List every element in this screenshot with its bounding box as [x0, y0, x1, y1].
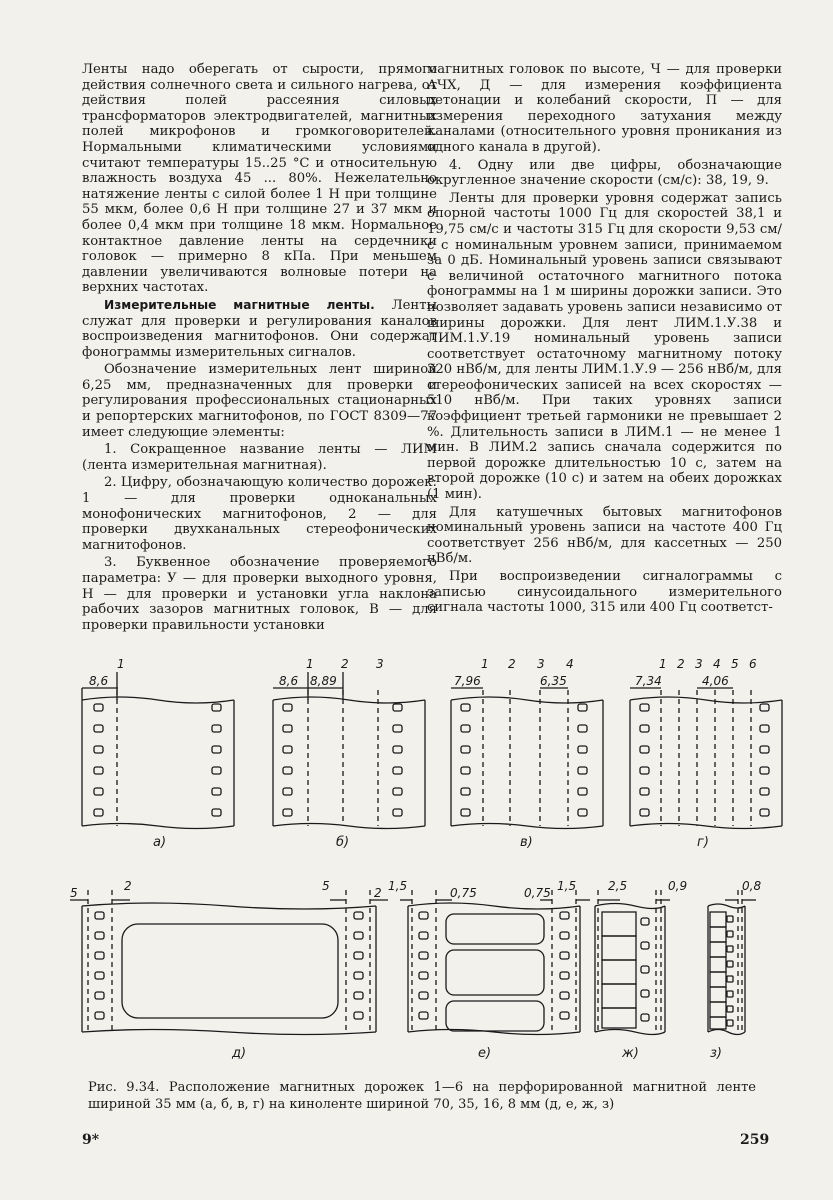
dimension-label: 5	[70, 886, 78, 900]
paragraph: Ленты для проверки уровня содержат запись опорной частоты 1000 Гц для скоростей 38,1 и 19,75 см/с и частоты 315 Гц для скорости 9,53 см/с с номинальным уровнем записи, принимаемом за 0 дБ. Номинальный уровень записи связывают с величиной остаточного магнитного потока фонограммы на 1 м ширины дорожки записи. Это позволяет задавать уровень записи независимо от ширины дорожки. Для лент ЛИМ.1.У.38 и ЛИМ.1.У.19 номинальный уровень записи соответствует остаточному магнитному потоку 320 нВб/м, для ленты ЛИМ.1.У.9 — 256 нВб/м, для стереофонических записей на всех скоростях — 510 нВб/м. При таких уровнях записи коэффициент третьей гармоники не превышает 2 %. Длительность записи в ЛИМ.1 — не менее 1 мин. В ЛИМ.2 запись сначала содержится по первой дорожке длительностью 10 с, затем на второй дорожке (10 с) и затем на обеих дорожках (1 мин).	[427, 190, 782, 503]
dimension-label: 0,8	[742, 879, 762, 893]
paragraph: Измерительные магнитные ленты. Ленты служат для проверки и регулирования каналов воспроизведения магнитофонов. Они содержат фонограммы измерительных сигналов.	[82, 297, 437, 360]
panel-letter: з)	[710, 1046, 722, 1061]
perforations	[727, 916, 733, 1026]
dimension-label: 0,9	[668, 879, 688, 893]
track-number: 1	[117, 657, 125, 671]
perforations	[95, 912, 363, 1019]
track-number: 3	[376, 657, 384, 671]
dimension-label: 5	[322, 879, 330, 893]
dimension-label: 2	[374, 886, 382, 900]
perforations	[461, 704, 587, 816]
panel-letter: в)	[520, 835, 533, 850]
dimension-label: 2,5	[608, 879, 628, 893]
panel-letter: д)	[232, 1046, 247, 1061]
left-text-column	[82, 62, 437, 633]
perforations	[419, 912, 569, 1019]
perforations	[640, 704, 769, 816]
paragraph: магнитных головок по высоте, Ч — для проверки АЧХ, Д — для измерения коэффициента детонации и колебаний скорости, П — для измерения переходного затухания между каналами (относительного уровня проникания из одного канала в другой).	[427, 62, 782, 155]
track-number: 4	[566, 657, 574, 671]
paragraph: 4. Одну или две цифры, обозначающие округленное значение скорости (см/с): 38, 19, 9.	[427, 157, 782, 189]
track-number: 2	[677, 657, 685, 671]
perforations	[283, 704, 402, 816]
paragraph: Ленты надо оберегать от сырости, прямого действия солнечного света и сильного нагрева, от действия полей рассеяния силовых трансформаторов электродвигателей, магнитных полей микрофонов и громкоговорителей. Нормальными климатическими условиями считают температуры 15..25 °С и относительную влажность воздуха 45 ... 80%. Нежелательно натяжение ленты с силой более 1 Н при толщине 55 мкм, более 0,6 Н при толщине 27 и 37 мкм и более 0,4 мкм при толщине 18 мкм. Нормальное контактное давление ленты на сердечники головок — примерно 8 кПа. При меньшем давлении увеличиваются волновые потери на верхних частотах.	[82, 62, 437, 296]
perforations	[641, 918, 649, 1021]
track-number: 2	[508, 657, 516, 671]
dimension-label: 1,5	[557, 879, 577, 893]
panel-v-film	[451, 688, 603, 829]
paragraph: 3. Буквенное обозначение проверяемого параметра: У — для проверки выходного уровня, Н — для проверки и установки угла наклона рабочих зазоров магнитных головок, В — для проверки правильности установки	[82, 555, 437, 633]
paragraph: 2. Цифру, обозначающую количество дорожек: 1 — для проверки одноканальных монофонических магнитофонов, 2 — для проверки двухканальных стереофонических магнитофонов.	[82, 475, 437, 553]
dimension-label: 4,06	[702, 674, 729, 688]
panel-b-film	[273, 672, 425, 829]
track-number: 3	[537, 657, 545, 671]
panel-letter: е)	[478, 1046, 492, 1061]
panel-a-film	[82, 672, 234, 829]
track-number: 4	[713, 657, 721, 671]
panel-d-film	[70, 890, 388, 1035]
dimension-label: 8,6	[89, 674, 109, 688]
dimension-label: 6,35	[540, 674, 567, 688]
paragraph: 1. Сокращенное название ленты — ЛИМ (лента измерительная магнитная).	[82, 442, 437, 473]
dimension-label: 2	[124, 879, 132, 893]
right-text-column	[427, 62, 782, 616]
paragraph: При воспроизведении сигналограммы с записью синусоидального измерительного сигнала частоты 1000, 315 или 400 Гц соответст-	[427, 569, 782, 616]
signature-mark: 9*	[82, 1132, 100, 1148]
dimension-label: 7,34	[635, 674, 662, 688]
track-number: 1	[306, 657, 314, 671]
dimension-label: 0,75	[524, 886, 551, 900]
track-number: 1	[659, 657, 667, 671]
panel-e-film	[400, 890, 590, 1035]
figure-caption: Рис. 9.34. Расположение магнитных дорожек 1—6 на перфорированной магнитной ленте шириной 35 мм (а, б, в, г) на киноленте шириной 70, 35, 16, 8 мм (д, е, ж, з)	[88, 1080, 756, 1112]
dimension-label: 7,96	[454, 674, 481, 688]
track-number: 5	[731, 657, 739, 671]
panel-z-film	[708, 890, 756, 1035]
dimension-label: 8,89	[310, 674, 337, 688]
dimension-label: 1,5	[388, 879, 408, 893]
panel-letter: б)	[336, 835, 350, 850]
track-number: 6	[749, 657, 757, 671]
perforations	[94, 704, 221, 816]
track-number: 2	[341, 657, 349, 671]
panel-g-film	[630, 688, 782, 829]
panel-letter: а)	[153, 835, 167, 850]
section-heading: Измерительные магнитные ленты.	[104, 297, 375, 312]
track-number: 1	[481, 657, 489, 671]
paragraph: Для катушечных бытовых магнитофонов номинальный уровень записи на частоте 400 Гц соответствует 256 нВб/м, для кассетных — 250 нВб/м.	[427, 504, 782, 567]
dimension-label: 0,75	[450, 886, 477, 900]
paragraph: Обозначение измерительных лент шириной 6,25 мм, предназначенных для проверки и регулирования профессиональных стационарных и репортерских магнитофонов, по ГОСТ 8309—77 имеет следующие элементы:	[82, 362, 437, 440]
panel-letter: ж)	[622, 1046, 639, 1061]
panel-letter: г)	[697, 835, 709, 850]
dimension-label: 8,6	[279, 674, 299, 688]
panel-zh-film	[595, 890, 670, 1035]
track-number: 3	[695, 657, 703, 671]
page-number: 259	[740, 1132, 770, 1148]
